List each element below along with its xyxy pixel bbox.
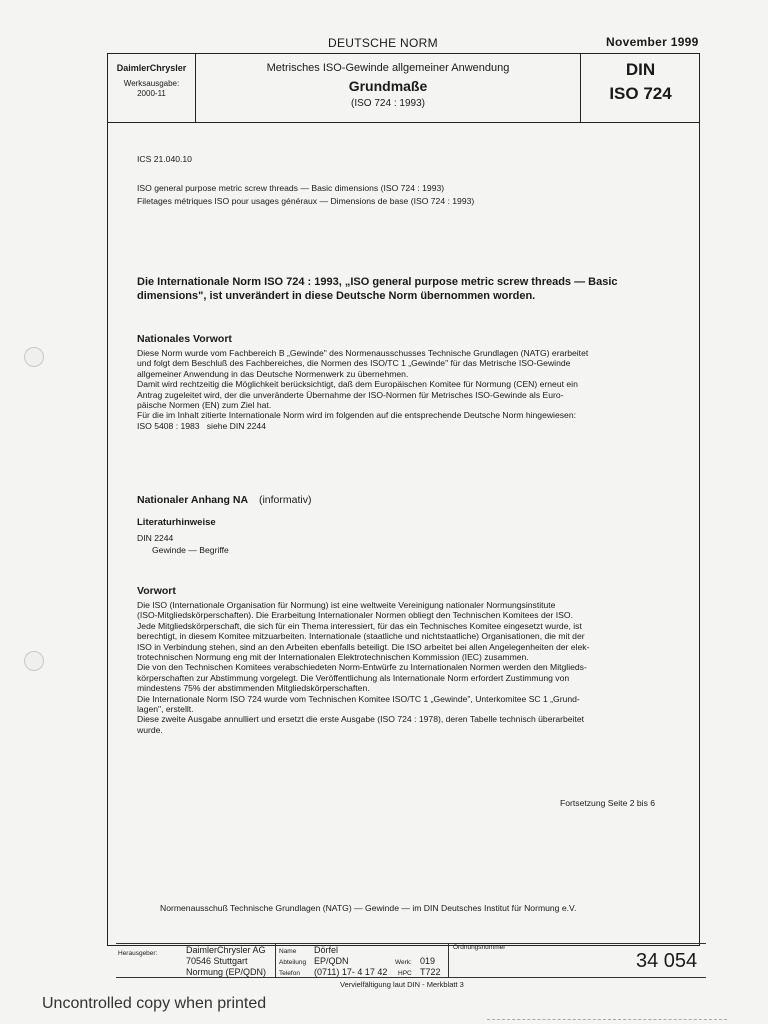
english-title: ISO general purpose metric screw threads — Basic dimensions (ISO 724 : 1993) bbox=[137, 183, 445, 193]
bottom-block-div-1 bbox=[275, 943, 276, 977]
paragraph-line: trotechnischen Normung eng mit der Internationalen Elektrotechnischen Kommission (IEC) zusammen. bbox=[137, 652, 529, 663]
hpc-value: T722 bbox=[420, 967, 441, 977]
paragraph-line: allgemeiner Anwendung in das Deutsche Normenwerk zu übernehmen. bbox=[137, 368, 409, 379]
paragraph-line: und folgt dem Beschluß des Fachbereiches, die Normen des ISO/TC 1 „Gewinde" für das Metrische ISO-Gewinde bbox=[137, 358, 571, 369]
paragraph-line: wurde. bbox=[137, 724, 163, 735]
paragraph-line: mindestens 75% der abstimmenden Mitgliedskörperschaften. bbox=[137, 683, 370, 694]
anhang-heading: Nationaler Anhang NA bbox=[137, 494, 249, 506]
paragraph-line: Jede Mitgliedskörperschaft, die sich für ein Thema interessiert, für das ein Technisches Komitee eingesetzt wurde, ist bbox=[137, 620, 582, 631]
paragraph-line: Die von den Technischen Komitees verabschiedeten Norm-Entwürfe zu Internationalen Normen werden den Mitglieds- bbox=[137, 662, 587, 673]
nationales-vorwort-heading: Nationales Vorwort bbox=[137, 333, 232, 345]
werk-value: 019 bbox=[420, 956, 436, 966]
abteilung-value: EP/QDN bbox=[314, 956, 349, 966]
document-title-ref: (ISO 724 : 1993) bbox=[351, 98, 425, 109]
paragraph-line: ISO in Verbindung stehen, sind an den Arbeiten ebenfalls beteiligt. Die ISO arbeitet bei allen Angelegenheiten der elek- bbox=[137, 641, 590, 652]
paragraph-line: Die ISO (Internationale Organisation für Normung) ist eine weltweite Vereinigung nationaler Normungsinstitute bbox=[137, 600, 556, 610]
footer-organization: Normenausschuß Technische Grundlagen (NATG) — Gewinde — im DIN Deutsches Institut für Normung e.V. bbox=[160, 903, 577, 913]
paragraph-line: ISO 5408 : 1983 siehe DIN 2244 bbox=[137, 420, 266, 431]
statement-line-2: dimensions", ist unverändert in diese Deutsche Norm übernommen worden. bbox=[137, 290, 536, 302]
document-subtitle: Metrisches ISO-Gewinde allgemeiner Anwendung bbox=[266, 62, 510, 74]
werksausgabe-value: 2000-11 bbox=[137, 89, 166, 98]
paragraph-line: Diese Norm wurde vom Fachbereich B „Gewinde" des Normenausschusses Technische Grundlagen (NATG) erarbeitet bbox=[137, 348, 589, 358]
herausgeber-company: DaimlerChrysler AG bbox=[186, 945, 266, 955]
abteilung-label: Abteilung bbox=[279, 959, 307, 966]
herausgeber-city: 70546 Stuttgart bbox=[186, 956, 248, 966]
uncontrolled-copy-notice: Uncontrolled copy when printed bbox=[42, 995, 267, 1012]
vorwort-body bbox=[137, 600, 677, 735]
bottom-block-bottom bbox=[116, 977, 706, 978]
paragraph-line: Antrag zugeleitet wird, der die unveränderte Übernahme der ISO-Normen für Metrisches ISO-Gewinde als Euro- bbox=[137, 389, 564, 400]
paragraph-line: päische Normen (EN) zum Ziel hat. bbox=[137, 400, 272, 411]
company-name: DaimlerChrysler bbox=[116, 63, 187, 73]
paragraph-line: körperschaften zur Abstimmung vorgelegt. Die Veröffentlichung als Internationale Norm erfordert Zustimmung von bbox=[137, 672, 570, 683]
bottom-block-div-2 bbox=[448, 943, 449, 977]
reproduction-note: Vervielfältigung laut DIN - Merkblatt 3 bbox=[340, 980, 464, 989]
werk-label: Werk: bbox=[395, 959, 412, 966]
continuation-note: Fortsetzung Seite 2 bis 6 bbox=[560, 798, 656, 808]
herausgeber-label: Herausgeber: bbox=[118, 950, 158, 957]
paragraph-line: Damit wird rechtzeitig die Möglichkeit berücksichtigt, daß dem Europäischen Komitee für Normung (CEN) erneut ein bbox=[137, 379, 578, 390]
paragraph-line: (ISO-Mitgliedskörperschaften). Die Erarbeitung Internationaler Normen obliegt den Technischen Komitees der ISO. bbox=[137, 610, 573, 621]
telefon-label: Telefon bbox=[279, 970, 300, 977]
werksausgabe-label: Werksausgabe: bbox=[123, 79, 180, 88]
titleblock-divider bbox=[107, 122, 700, 123]
name-label: Name bbox=[279, 948, 297, 955]
ics-code: ICS 21.040.10 bbox=[137, 154, 192, 164]
iso-number: ISO 724 bbox=[609, 84, 672, 103]
punch-hole-top bbox=[24, 347, 44, 367]
nationales-vorwort-body bbox=[137, 348, 677, 431]
signature-line bbox=[487, 1019, 727, 1020]
issue-date: November 1999 bbox=[606, 35, 699, 49]
bottom-block-top bbox=[116, 943, 706, 944]
name-value: Dörfel bbox=[314, 945, 339, 955]
anhang-heading-row bbox=[137, 494, 311, 506]
punch-hole-bottom bbox=[24, 651, 44, 671]
paragraph-line: Die Internationale Norm ISO 724 wurde vom Technischen Komitee ISO/TC 1 „Gewinde", Unterkomitee SC 1 „Grund- bbox=[137, 693, 580, 704]
paragraph-line: lagen", erstellt. bbox=[137, 704, 194, 715]
paragraph-line: Diese zweite Ausgabe annulliert und ersetzt die erste Ausgabe (ISO 724 : 1978), deren Tabelle technisch überarbeitet bbox=[137, 714, 584, 725]
document-title: Grundmaße bbox=[348, 78, 428, 94]
din-reference: DIN 2244 bbox=[137, 533, 174, 543]
literaturhinweise-heading: Literaturhinweise bbox=[137, 517, 216, 528]
telefon-value: (0711) 17- 4 17 42 bbox=[314, 967, 388, 977]
french-title: Filetages métriques ISO pour usages généraux — Dimensions de base (ISO 724 : 1993) bbox=[137, 196, 475, 206]
anhang-informativ: (informativ) bbox=[258, 494, 312, 506]
paragraph-line: berechtigt, in diesem Komitee mitzuarbeiten. Internationale (staatliche und nichtstaatliche) Organisationen, die mit der bbox=[137, 631, 585, 642]
din-reference-title: Gewinde — Begriffe bbox=[152, 545, 229, 555]
paragraph-line: Für die im Inhalt zitierte Internationale Norm wird im folgenden auf die entsprechende Deutsche Norm hingewiesen: bbox=[137, 410, 576, 421]
deutsche-norm-label: DEUTSCHE NORM bbox=[328, 36, 438, 50]
statement-line-1: Die Internationale Norm ISO 724 : 1993, „ISO general purpose metric screw threads — Basic bbox=[137, 276, 618, 288]
herausgeber-dept: Normung (EP/QDN) bbox=[186, 967, 267, 977]
hpc-label: HPC bbox=[398, 970, 412, 977]
vorwort-heading: Vorwort bbox=[137, 585, 176, 597]
din-label: DIN bbox=[625, 60, 656, 79]
ordnungsnummer-value: 34 054 bbox=[636, 950, 698, 972]
ordnungsnummer-label: Ordnungsnummer bbox=[453, 944, 506, 951]
